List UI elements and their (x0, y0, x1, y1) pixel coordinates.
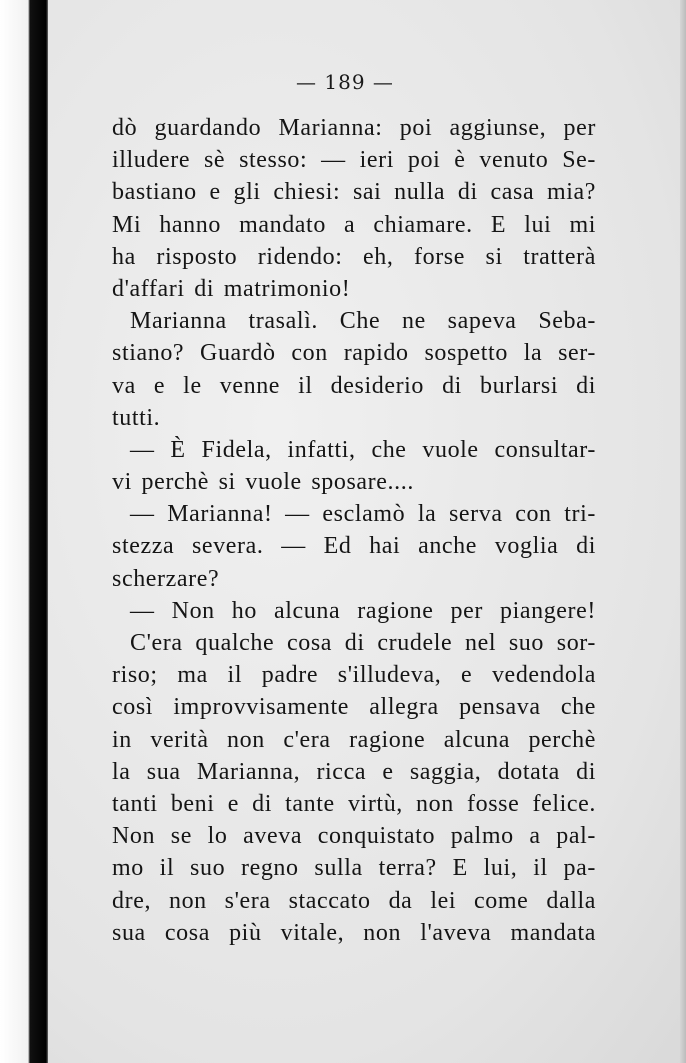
text-line: Mi hanno mandato a chiamare. E lui mi (112, 211, 596, 238)
text-line: va e le venne il desiderio di burlarsi di (112, 372, 596, 399)
text-line: riso; ma il padre s'illudeva, e vedendola (112, 662, 596, 689)
text-line: Non se lo aveva conquistato palmo a pal- (112, 823, 596, 850)
text-line: illudere sè stesso: — ieri poi è venuto Se- (112, 147, 596, 174)
text-line: Marianna trasalì. Che ne sapeva Seba- (130, 308, 596, 335)
text-line: — Marianna! — esclamò la serva con tri- (130, 501, 596, 528)
text-line: scherzare? (112, 565, 220, 592)
book-spine-shadow (0, 0, 48, 1063)
text-line: — Non ho alcuna ragione per piangere! (130, 597, 596, 624)
text-line: tutti. (112, 404, 161, 431)
text-line: tanti beni e di tante virtù, non fosse felice. (112, 790, 596, 817)
text-line: dre, non s'era staccato da lei come dalla (112, 887, 596, 914)
text-line: dò guardando Marianna: poi aggiunse, per (112, 115, 596, 141)
text-line: vi perchè si vuole sposare.... (112, 469, 414, 496)
text-line: mo il suo regno sulla terra? E lui, il pa- (112, 855, 596, 882)
text-line: la sua Marianna, ricca e saggia, dotata di (112, 758, 596, 785)
page-edge (680, 0, 686, 1063)
text-line: così improvvisamente allegra pensava che (112, 694, 596, 721)
text-line: C'era qualche cosa di crudele nel suo sor- (130, 630, 596, 656)
text-line: in verità non c'era ragione alcuna perchè (112, 726, 596, 753)
body-text (112, 112, 596, 949)
text-line: — È Fidela, infatti, che vuole consultar- (130, 436, 596, 463)
text-line: bastiano e gli chiesi: sai nulla di casa mia? (112, 179, 596, 206)
text-line: stiano? Guardò con rapido sospetto la ser- (112, 340, 596, 367)
text-line: d'affari di matrimonio! (112, 275, 351, 302)
page-number: — 189 — (296, 70, 394, 94)
text-line: stezza severa. — Ed hai anche voglia di (112, 533, 596, 560)
text-line: ha risposto ridendo: eh, forse si tratterà (112, 243, 596, 270)
text-line: sua cosa più vitale, non l'aveva mandata (112, 919, 596, 946)
